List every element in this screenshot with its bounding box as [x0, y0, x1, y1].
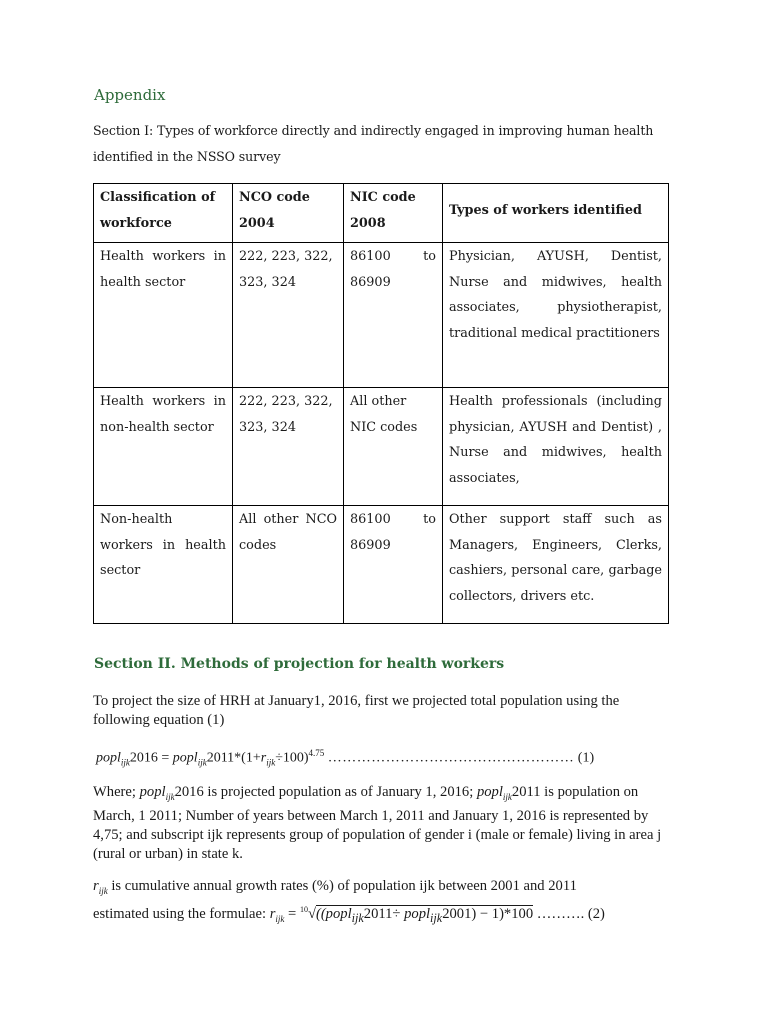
table-row [94, 243, 669, 388]
equation-1: popl$_{ijk}$2016 = $popl_{ijk}2011*(1+r_{ijk}\div 100)^{4.75}$ …………………………………………… (1) [96, 748, 595, 768]
equation-1-number: (1) [577, 750, 595, 766]
formula-line: estimated using the formulae: $r_{ijk}$ = $^{10}$√((popl$_{ijk}$2011÷ popl$_{ijk}$2001) − 1)*100 ………. (2) [93, 905, 605, 925]
equation-2-number: (2) [587, 905, 605, 922]
row-nco: 222, 223, 322, 323, 324 [233, 388, 344, 506]
workforce-classification-table [93, 183, 669, 624]
row-nic: 86100 to 86909 [344, 243, 443, 388]
table-row [94, 388, 669, 506]
row-nic: All other NIC codes [344, 388, 443, 506]
where-paragraph: Where; popl$_{ijk}$2016 is projected population as of January 1, 2016; popl$_{ijk}$2011 is population on March, 1 2011; Number of years between March 1, 2011 and January 1, 2016 is represented by 4,75; and subscript ijk represents group of population of gender i (male or female) living in area j (rural or urban) in state k. [93, 784, 662, 862]
header-nic: NIC code 2008 [344, 184, 443, 243]
growth-rate-paragraph: $r_{ijk}$ is cumulative annual growth rates (%) of population ijk between 2001 and 2011 [93, 878, 577, 896]
row-classification: Health workers in health sector [94, 243, 233, 388]
table-header-row [94, 184, 669, 243]
intro-paragraph: To project the size of HRH at January1, 2016, first we projected total population using the following equation (1) [93, 693, 620, 728]
header-nco: NCO code 2004 [233, 184, 344, 243]
row-types: Physician, AYUSH, Dentist, Nurse and midwives, health associates, physiotherapist, traditional medical practitioners [443, 243, 669, 388]
row-nco: All other NCO codes [233, 506, 344, 624]
table-row [94, 506, 669, 624]
row-nic: 86100 to 86909 [344, 506, 443, 624]
row-types: Other support staff such as Managers, Engineers, Clerks, cashiers, personal care, garbage collectors, drivers etc. [443, 506, 669, 624]
row-nco: 222, 223, 322, 323, 324 [233, 243, 344, 388]
appendix-title: Appendix [94, 86, 166, 104]
row-types: Health professionals (including physician, AYUSH and Dentist) , Nurse and midwives, health associates, [443, 388, 669, 506]
header-classification: Classification of workforce [94, 184, 233, 243]
row-classification: Non-health workers in health sector [94, 506, 233, 624]
section1-title: Section I: Types of workforce directly and indirectly engaged in improving human health identified in the NSSO survey [93, 123, 654, 164]
row-classification: Health workers in non-health sector [94, 388, 233, 506]
section2-title: Section II. Methods of projection for health workers [94, 656, 505, 672]
header-types: Types of workers identified [443, 184, 669, 243]
